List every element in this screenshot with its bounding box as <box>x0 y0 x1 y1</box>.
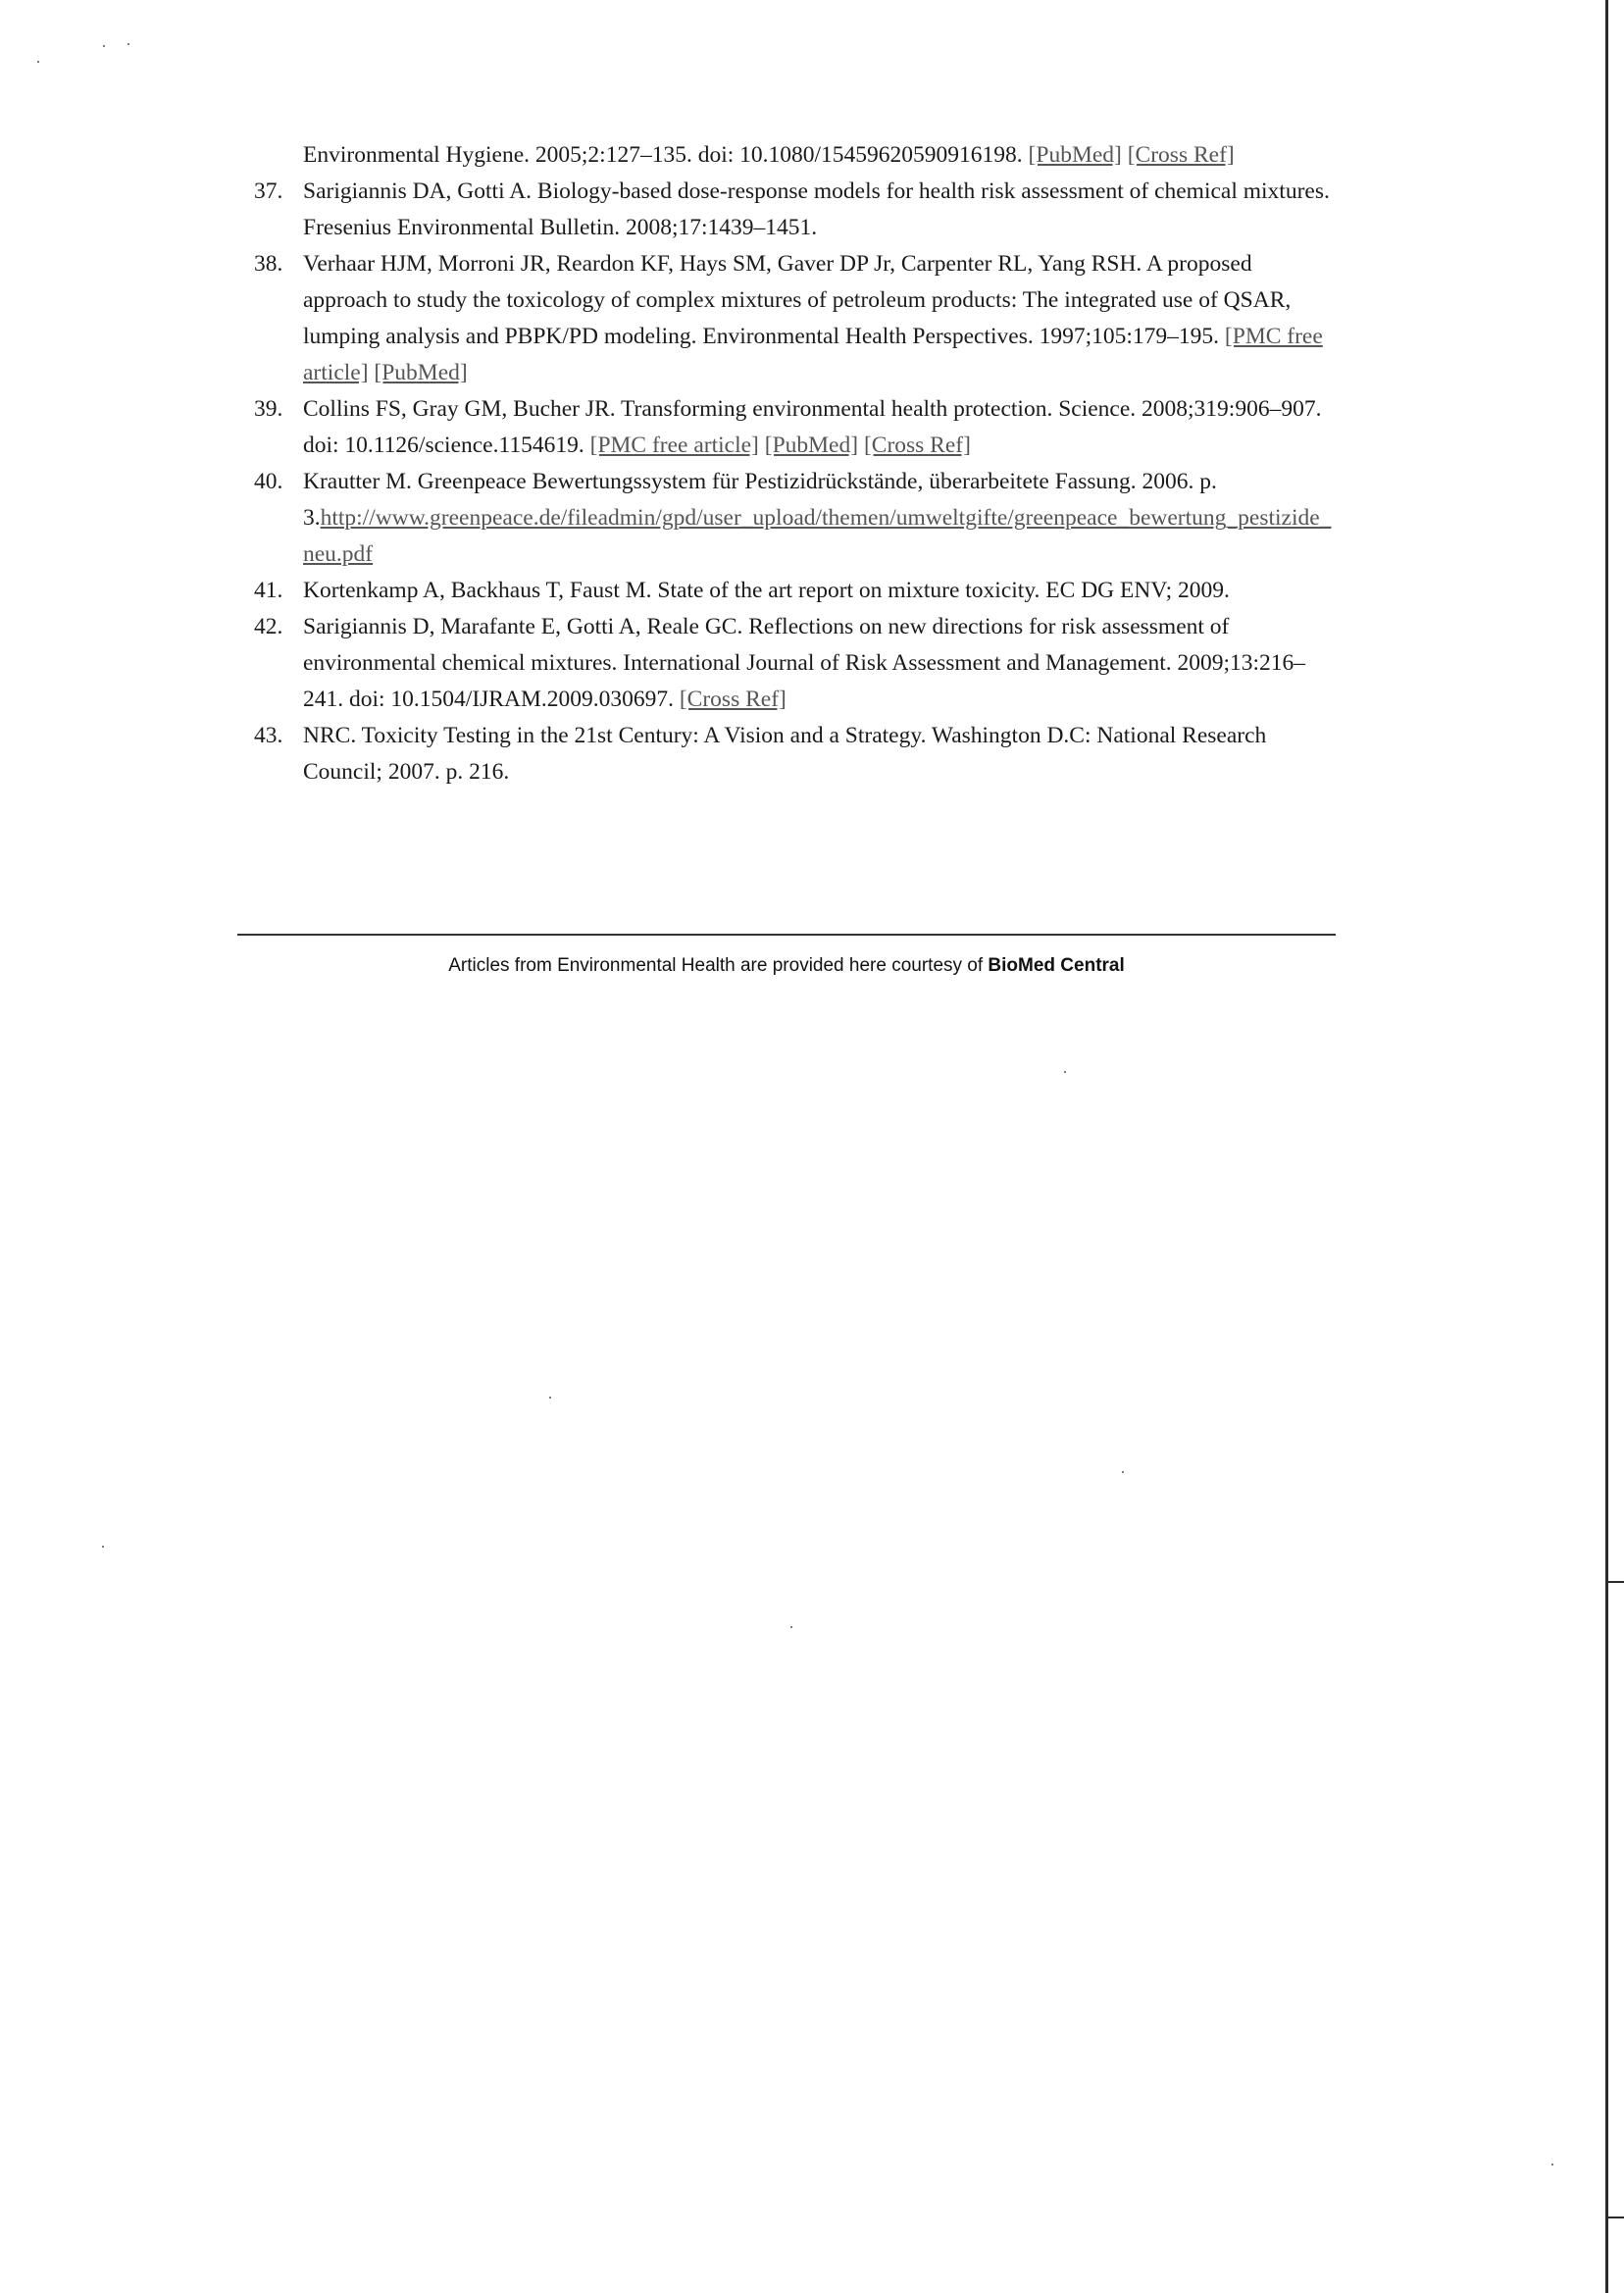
scan-speck <box>103 45 105 47</box>
reference-number: 39. <box>254 396 283 422</box>
reference-text: Sarigiannis D, Marafante E, Gotti A, Reale GC. Reflections on new directions for risk assessment of environmental chemical mixtures. International Journal of Risk Assessment and Management. 2009;13:216–241. doi: 10.1504/IJRAM.2009.030697. <box>303 614 1306 712</box>
reference-item-39 <box>240 391 1339 464</box>
footer-text: Articles from Environmental Health are provided here courtesy of <box>448 955 984 976</box>
greenpeace-pdf-link[interactable]: http://www.greenpeace.de/fileadmin/gpd/user_upload/themen/umweltgifte/greenpeace_bewertung_pestizide_neu.pdf <box>303 505 1332 567</box>
reference-number: 43. <box>254 723 283 748</box>
scan-speck <box>549 1397 551 1399</box>
scan-speck <box>37 61 39 63</box>
crossref-link[interactable]: [Cross Ref] <box>679 687 787 712</box>
reference-text: NRC. Toxicity Testing in the 21st Century: A Vision and a Strategy. Washington D.C: National Research Council; 2007. p. 216. <box>303 723 1267 785</box>
pubmed-link[interactable]: [PubMed] <box>1028 142 1122 168</box>
scan-speck <box>790 1626 792 1628</box>
scan-edge-tick <box>1608 2217 1624 2218</box>
pubmed-link[interactable]: [PubMed] <box>764 433 859 458</box>
reference-text: Collins FS, Gray GM, Bucher JR. Transforming environmental health protection. Science. 2008;319:906–907. doi: 10.1126/science.1154619. <box>303 396 1322 458</box>
scan-edge-line <box>1605 0 1608 2293</box>
reference-item-37 <box>240 174 1339 246</box>
reference-text: Environmental Hygiene. 2005;2:127–135. doi: 10.1080/15459620590916198. <box>303 142 1023 168</box>
scan-speck <box>1122 1471 1124 1473</box>
footer-divider <box>237 934 1336 936</box>
scan-speck <box>102 1546 104 1548</box>
reference-item-42 <box>240 609 1339 718</box>
scan-speck <box>127 43 129 45</box>
pubmed-link[interactable]: [PubMed] <box>374 360 468 385</box>
reference-item-41 <box>240 573 1339 609</box>
publisher-name: BioMed Central <box>988 955 1125 976</box>
reference-page-prefix: 3. <box>303 505 321 531</box>
reference-text: Sarigiannis DA, Gotti A. Biology-based dose-response models for health risk assessment of chemical mixtures. Fresenius Environmental Bulletin. 2008;17:1439–1451. <box>303 178 1330 240</box>
crossref-link[interactable]: [Cross Ref] <box>863 433 971 458</box>
scan-speck <box>1551 2164 1553 2166</box>
reference-item-38 <box>240 246 1339 391</box>
reference-item-40 <box>240 464 1339 573</box>
reference-text: Krautter M. Greenpeace Bewertungssystem für Pestizidrückstände, überarbeitete Fassung. 2006. p. <box>303 469 1217 494</box>
reference-number: 41. <box>254 578 283 603</box>
pmc-free-article-link[interactable]: [PMC free article] <box>589 433 759 458</box>
reference-text: Kortenkamp A, Backhaus T, Faust M. State of the art report on mixture toxicity. EC DG ENV; 2009. <box>303 578 1230 603</box>
courtesy-footer <box>237 955 1336 977</box>
reference-number: 42. <box>254 614 283 639</box>
reference-list <box>240 137 1339 790</box>
reference-item-43 <box>240 718 1339 790</box>
reference-number: 38. <box>254 251 283 277</box>
reference-number: 40. <box>254 469 283 494</box>
scan-edge-tick <box>1608 1581 1624 1583</box>
reference-text: Verhaar HJM, Morroni JR, Reardon KF, Hays SM, Gaver DP Jr, Carpenter RL, Yang RSH. A proposed approach to study the toxicology of complex mixtures of petroleum products: The integrated use of QSAR, lumping analysis and PBPK/PD modeling. Environmental Health Perspectives. 1997;105:179–195. <box>303 251 1292 349</box>
crossref-link[interactable]: [Cross Ref] <box>1127 142 1235 168</box>
reference-number: 37. <box>254 178 283 204</box>
reference-item-36-continued <box>240 137 1339 174</box>
pmc-free-article-link[interactable]: [PMC free article] <box>303 324 1323 385</box>
scan-speck <box>1064 1071 1066 1073</box>
